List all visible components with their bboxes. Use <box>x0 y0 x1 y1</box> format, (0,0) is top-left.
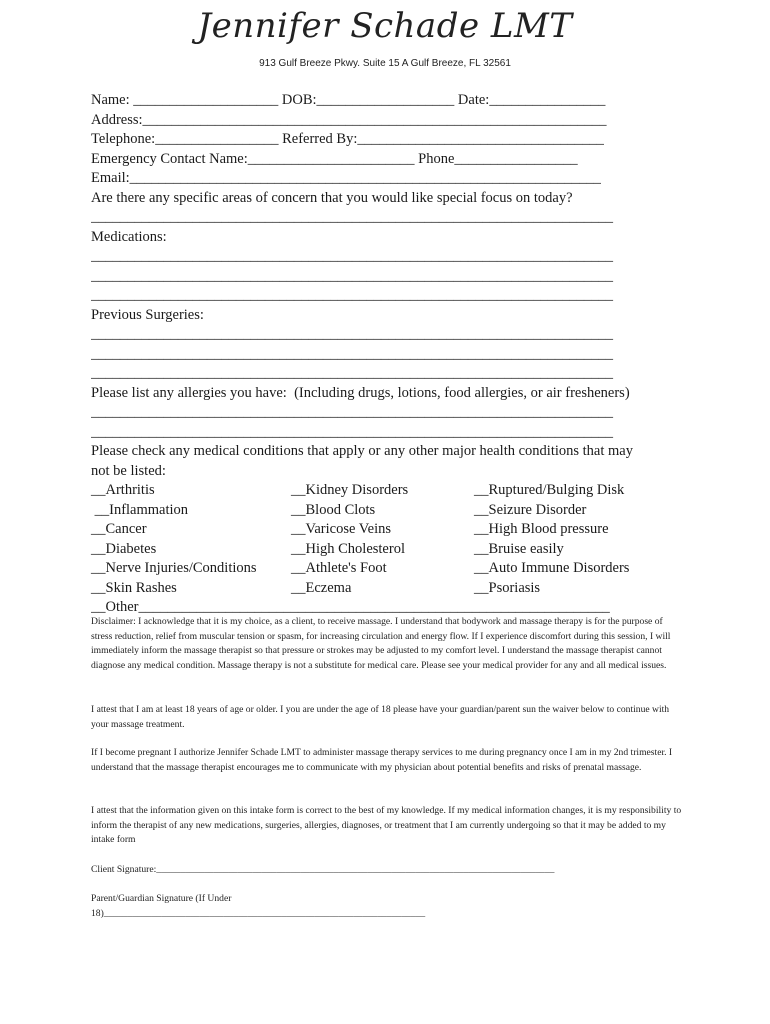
condition-checkbox[interactable]: __Blood Clots <box>291 501 376 518</box>
telephone-referred-line[interactable]: Telephone:_________________ Referred By:__________________________________ <box>91 131 604 147</box>
business-title: Jennifer Schade LMT <box>197 6 573 46</box>
surgeries-line[interactable]: ________________________________________________________________________ <box>91 326 613 342</box>
conditions-row <box>91 579 686 599</box>
conditions-row <box>91 540 686 560</box>
guardian-signature-line[interactable]: 18)___________________________________________________________________ <box>91 908 426 919</box>
age-attestation-paragraph: I attest that I am at least 18 years of age or older. I you are under the age of 18 please have your guardian/parent sun the waiver below to continue with your massage treatment. <box>91 704 670 730</box>
condition-checkbox[interactable]: __Ruptured/Bulging Disk <box>474 482 625 498</box>
surgeries-line[interactable]: ________________________________________________________________________ <box>91 365 613 381</box>
condition-checkbox[interactable]: __Inflammation <box>91 501 189 518</box>
condition-checkbox[interactable]: __High Cholesterol <box>291 540 405 557</box>
condition-checkbox[interactable]: __Psoriasis <box>474 579 541 596</box>
conditions-row <box>91 501 686 521</box>
condition-checkbox[interactable]: __Varicose Veins <box>291 521 392 537</box>
disclaimer-paragraph: Disclaimer: I acknowledge that it is my choice, as a client, to receive massage. I understand that bodywork and massage therapy is for the purpose of stress reduction, relief from muscular tension or spasm, for increasing circulation and energy flow. If I experience discomfort during this session, I will immediately inform the massage therapist so that pressure or strokes may be adjusted to my comfort level. I understand the massage therapist cannot diagnose any medical condition. Massage therapy is not a substitute for medical care. Please see your medical provider for any and all medical issues. <box>91 616 671 672</box>
emergency-contact-line[interactable]: Emergency Contact Name:_______________________ Phone_________________ <box>91 150 578 167</box>
condition-checkbox[interactable]: __Diabetes <box>91 540 157 557</box>
concern-question: Are there any specific areas of concern that you would like special focus on today? <box>91 189 573 206</box>
medications-line[interactable]: ________________________________________________________________________ <box>91 267 613 284</box>
condition-checkbox[interactable]: __High Blood pressure <box>474 521 609 537</box>
medications-line[interactable]: ________________________________________________________________________ <box>91 248 613 264</box>
surgeries-line[interactable]: ________________________________________________________________________ <box>91 345 613 362</box>
condition-checkbox[interactable]: __Athlete's Foot <box>291 560 387 576</box>
name-dob-date-line[interactable]: Name: ____________________ DOB:___________________ Date:________________ <box>91 92 606 108</box>
conditions-row <box>91 520 686 540</box>
client-signature-line[interactable]: Client Signature:___________________________________________________________________________________ <box>91 864 555 875</box>
email-line[interactable]: Email:_________________________________________________________________ <box>91 170 601 186</box>
surgeries-label: Previous Surgeries: <box>91 306 204 323</box>
other-condition-line[interactable]: __Other_________________________________________________________________ <box>91 599 610 615</box>
allergies-line[interactable]: ________________________________________________________________________ <box>91 423 613 440</box>
allergies-label: Please list any allergies you have: (Including drugs, lotions, food allergies, or air fresheners) <box>91 384 630 401</box>
accuracy-attestation-paragraph: I attest that the information given on this intake form is correct to the best of my knowledge. If my medical information changes, it is my responsibility to inform the therapist of any new medications, surgeries, allergies, diagnoses, or treatment that I am currently undergoing so that it may be added to my intake form <box>91 805 682 846</box>
medications-label: Medications: <box>91 228 167 245</box>
condition-checkbox[interactable]: __Arthritis <box>91 482 155 498</box>
concern-answer-line[interactable]: ________________________________________________________________________ <box>91 209 613 225</box>
conditions-question-cont: not be listed: <box>91 462 166 479</box>
address-line[interactable]: Address:________________________________________________________________ <box>91 111 607 128</box>
conditions-question: Please check any medical conditions that apply or any other major health conditions that may <box>91 443 633 459</box>
condition-checkbox[interactable]: __Skin Rashes <box>91 579 177 596</box>
pregnancy-paragraph: If I become pregnant I authorize Jennifer Schade LMT to administer massage therapy services to me during pregnancy once I am in my 2nd trimester. I understand that the massage therapist encourages me to communicate with my physician about potential benefits and risks of prenatal massage. <box>91 747 673 773</box>
condition-checkbox[interactable]: __Seizure Disorder <box>474 501 587 518</box>
guardian-signature-label: Parent/Guardian Signature (If Under <box>91 893 232 904</box>
conditions-row <box>91 481 686 501</box>
condition-checkbox[interactable]: __Cancer <box>91 521 147 537</box>
condition-checkbox[interactable]: __Nerve Injuries/Conditions <box>91 560 257 576</box>
client-info-form <box>91 91 686 618</box>
conditions-row <box>91 559 686 579</box>
business-address: 913 Gulf Breeze Pkwy. Suite 15 A Gulf Breeze, FL 32561 <box>259 58 511 69</box>
allergies-line[interactable]: ________________________________________________________________________ <box>91 404 613 420</box>
condition-checkbox[interactable]: __Eczema <box>291 579 352 596</box>
condition-checkbox[interactable]: __Kidney Disorders <box>291 482 409 498</box>
medications-line[interactable]: ________________________________________________________________________ <box>91 287 613 303</box>
condition-checkbox[interactable]: __Auto Immune Disorders <box>474 560 630 576</box>
condition-checkbox[interactable]: __Bruise easily <box>474 540 564 557</box>
